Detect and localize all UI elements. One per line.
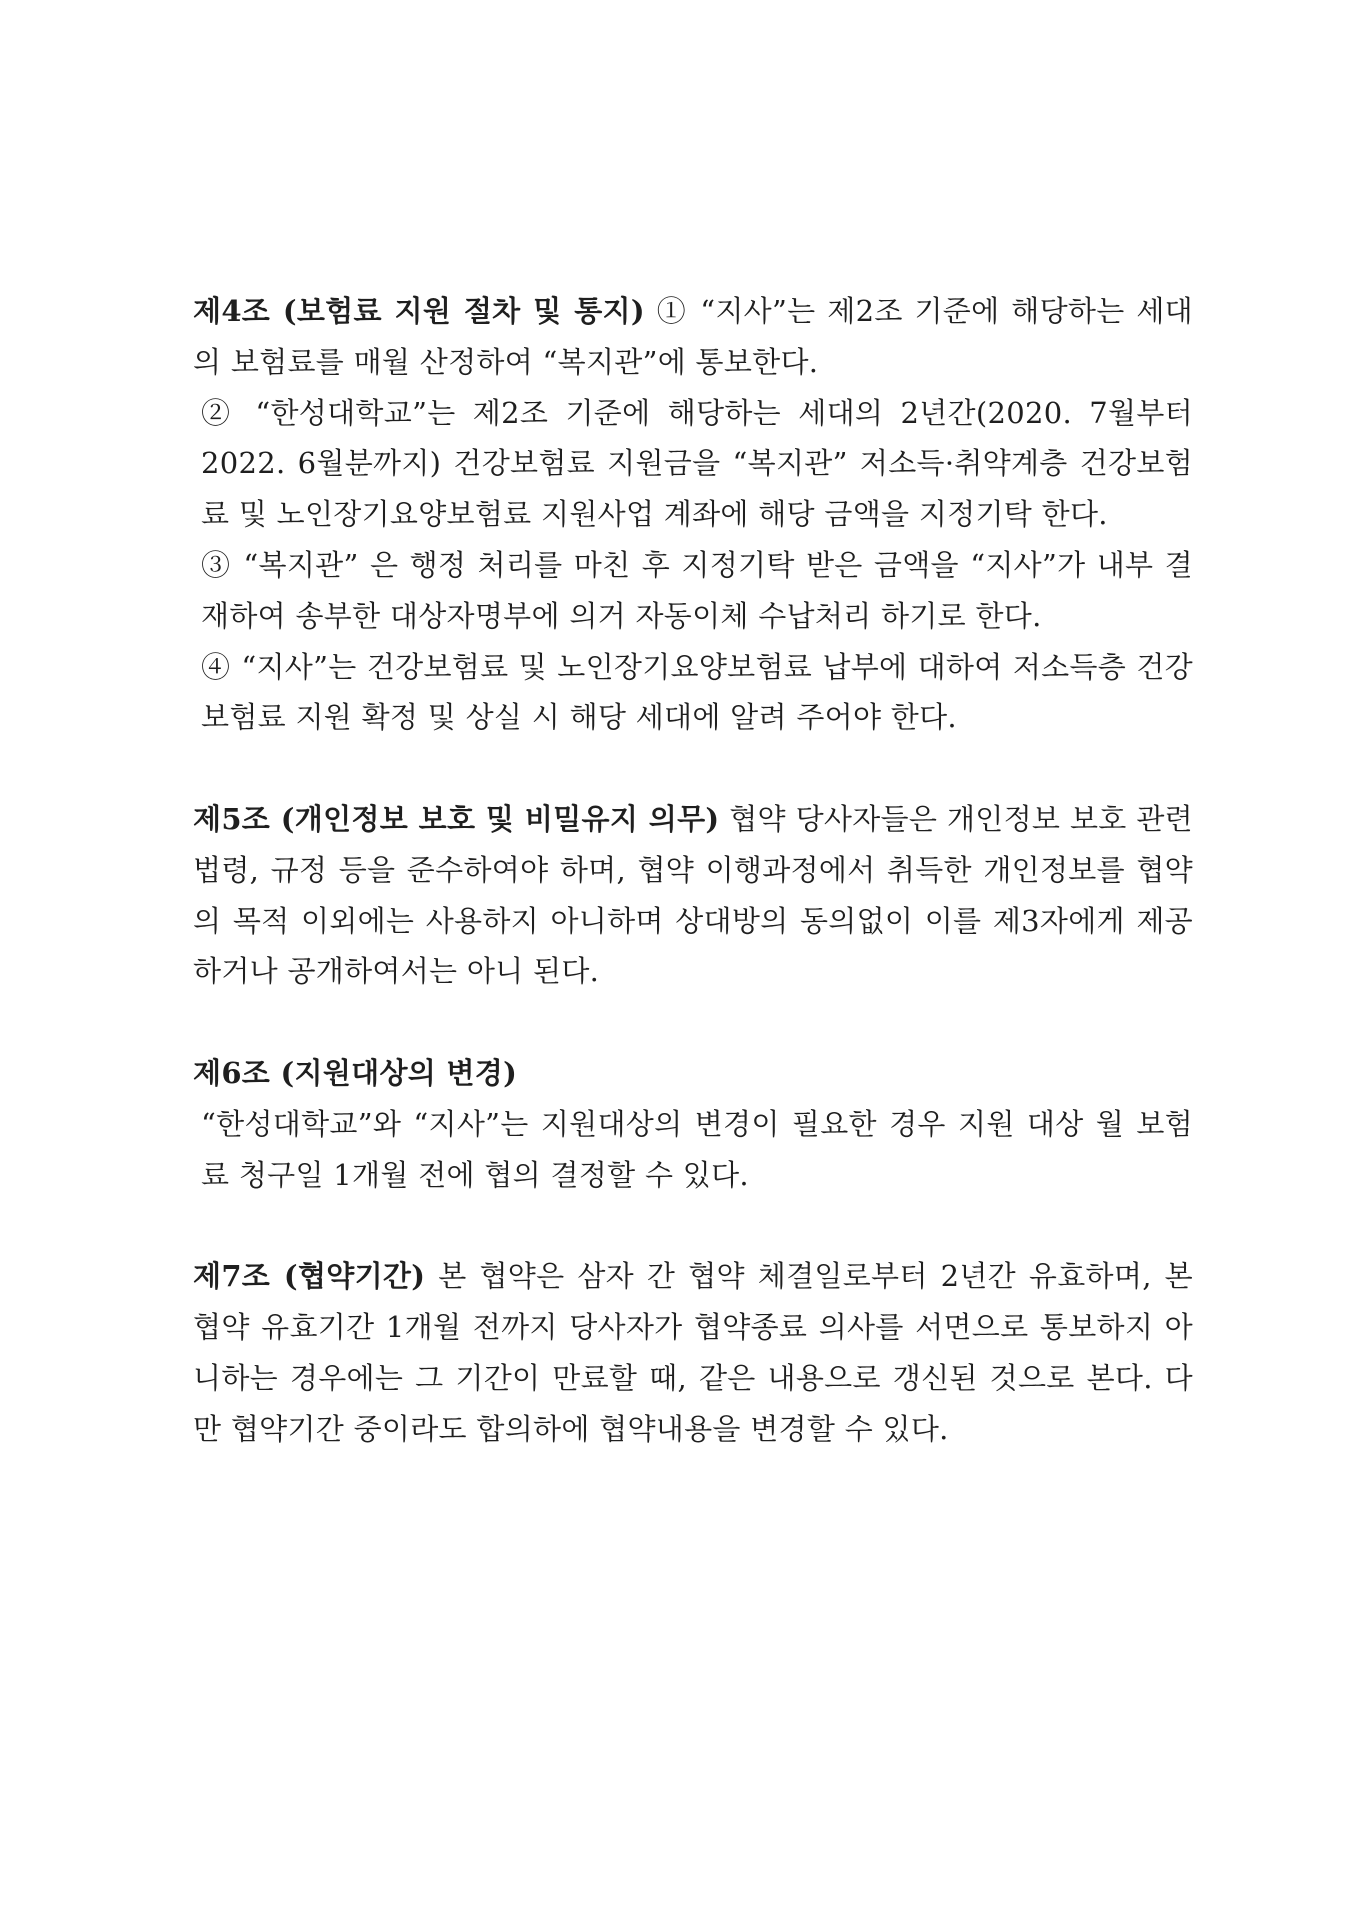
article-5-para-1	[193, 794, 1193, 997]
article-4-clause-3: ③ “복지관” 은 행정 처리를 마친 후 지정기탁 받은 금액을 “지사”가 내부 결재하여 송부한 대상자명부에 의거 자동이체 수납처리 하기로 한다.	[201, 547, 1193, 633]
article-4-clause-1: ① “지사”는 제2조 기준에 해당하는 세대의 보험료를 매월 산정하여 “복지관”에 통보한다.	[193, 294, 1193, 379]
article-7-para-1	[193, 1251, 1193, 1454]
article-6	[193, 1048, 1193, 1200]
article-4	[193, 286, 1193, 743]
article-4-clause-4: ④ “지사”는 건강보험료 및 노인장기요양보험료 납부에 대하여 저소득층 건강보험료 지원 확정 및 상실 시 해당 세대에 알려 주어야 한다.	[201, 649, 1193, 735]
article-6-heading: 제6조 (지원대상의 변경)	[193, 1055, 518, 1090]
article-4-para-1	[193, 286, 1193, 388]
article-6-text: “한성대학교”와 “지사”는 지원대상의 변경이 필요한 경우 지원 대상 월 보험료 청구일 1개월 전에 협의 결정할 수 있다.	[201, 1106, 1193, 1192]
article-4-heading: 제4조 (보험료 지원 절차 및 통지)	[193, 294, 645, 328]
article-7	[193, 1251, 1193, 1454]
article-5-heading: 제5조 (개인정보 보호 및 비밀유지 의무)	[193, 801, 720, 836]
article-7-heading: 제7조 (협약기간)	[193, 1259, 426, 1294]
article-7-text: 본 협약은 삼자 간 협약 체결일로부터 2년간 유효하며, 본 협약 유효기간 1개월 전까지 당사자가 협약종료 의사를 서면으로 통보하지 아니하는 경우에는 그 기간이 만료할 때, 같은 내용으로 갱신된 것으로 본다. 다만 협약기간 중이라도 합의하에 협약내용을 변경할 수 있다.	[193, 1259, 1193, 1446]
article-5	[193, 794, 1193, 997]
article-4-clause-2: ② “한성대학교”는 제2조 기준에 해당하는 세대의 2년간(2020. 7월부터 2022. 6월분까지) 건강보험료 지원금을 “복지관” 저소득·취약계층 건강보험료 및 노인장기요양보험료 지원사업 계좌에 해당 금액을 지정기탁 한다.	[201, 395, 1193, 532]
document-body	[193, 286, 1193, 1454]
spacer	[193, 1200, 1193, 1251]
spacer	[193, 997, 1193, 1048]
article-5-text: 협약 당사자들은 개인정보 보호 관련 법령, 규정 등을 준수하여야 하며, 협약 이행과정에서 취득한 개인정보를 협약의 목적 이외에는 사용하지 아니하며 상대방의 동의없이 이를 제3자에게 제공하거나 공개하여서는 아니 된다.	[193, 801, 1193, 989]
spacer	[193, 743, 1193, 794]
